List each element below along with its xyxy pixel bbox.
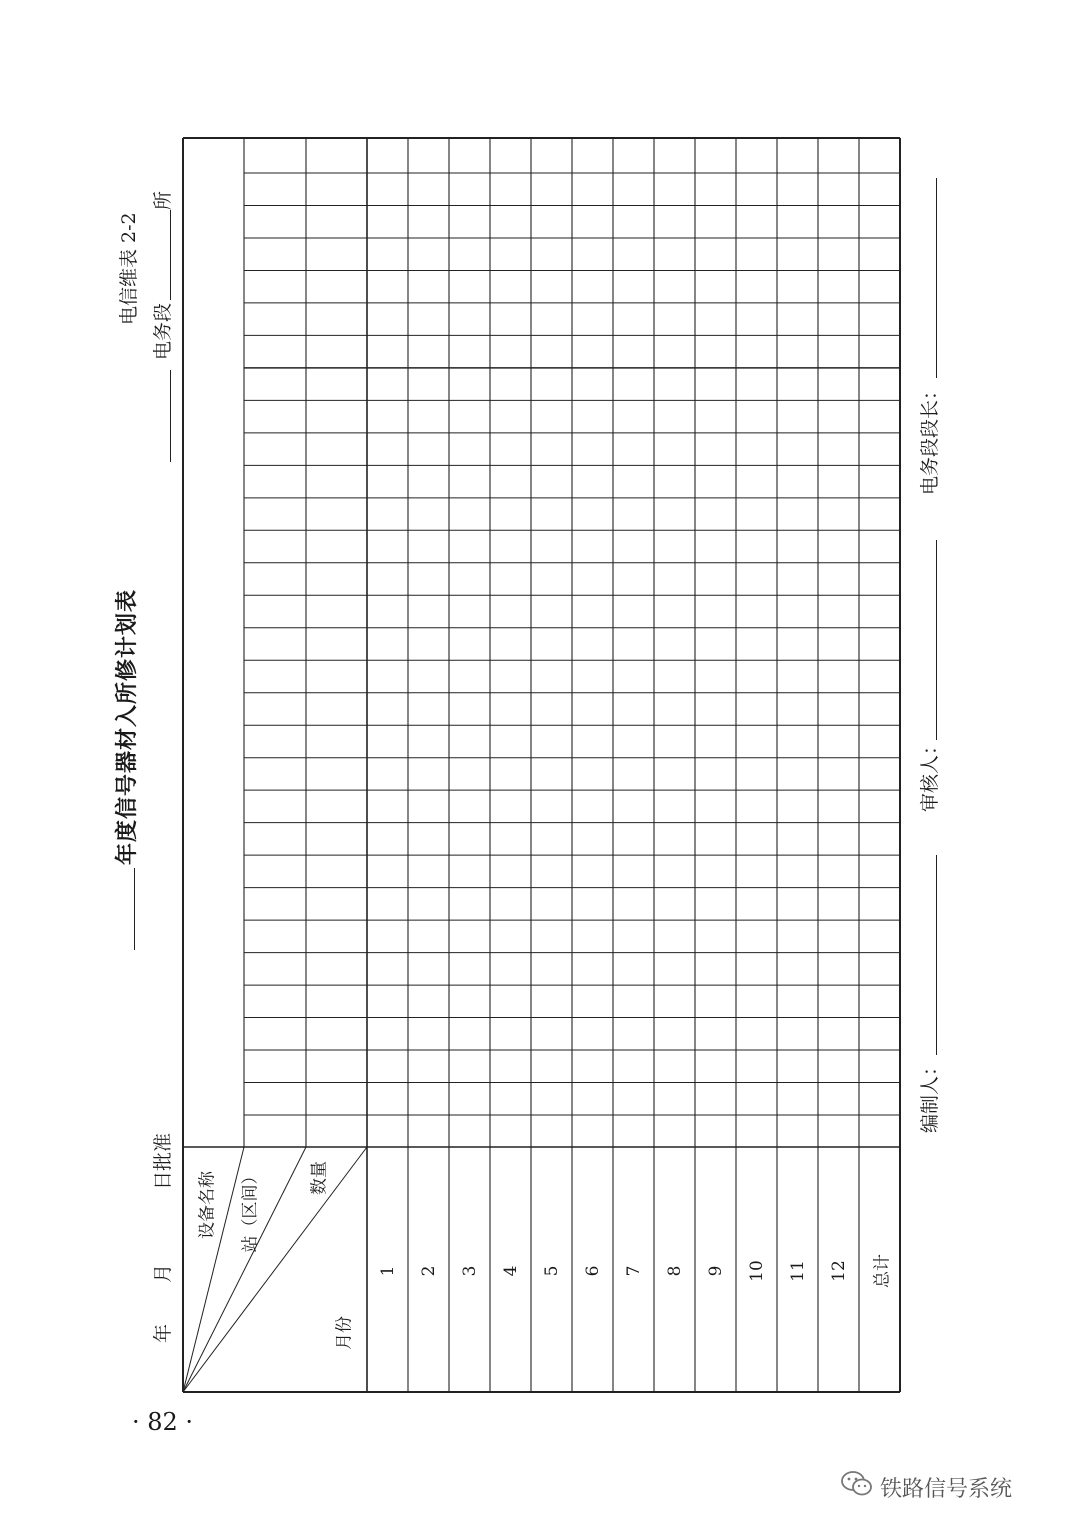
row-label-month: 2	[419, 1265, 439, 1277]
row-label-month: 9	[706, 1265, 726, 1277]
row-label-month: 12	[829, 1260, 849, 1282]
station-label: 所	[152, 190, 174, 210]
header-equipment-name: 设备名称	[197, 1171, 218, 1239]
row-label-total: 总计	[872, 1254, 893, 1288]
chief-label: 电务段段长：	[919, 380, 941, 495]
row-label-month: 10	[747, 1260, 767, 1282]
approval-year: 年	[152, 1323, 174, 1343]
row-label-month: 8	[665, 1265, 685, 1277]
row-label-month: 7	[624, 1265, 644, 1277]
page-title: 年度信号器材入所修计划表	[115, 588, 140, 865]
row-label-month: 5	[542, 1265, 562, 1277]
wechat-icon	[840, 1470, 874, 1504]
bureau-label: 电务段	[152, 302, 174, 360]
row-label-month: 11	[788, 1260, 808, 1282]
row-label-month: 6	[583, 1265, 603, 1277]
reviewer-blank-line	[936, 540, 937, 740]
chief-blank-line	[936, 178, 937, 378]
header-station-section: 站（区间）	[240, 1167, 261, 1253]
table-grid-lines	[183, 138, 900, 1392]
approval-month: 月	[152, 1263, 174, 1283]
row-label-month: 4	[501, 1265, 521, 1277]
header-quantity: 数量	[309, 1161, 330, 1195]
page-number: · 82 ·	[132, 1408, 194, 1436]
header-month: 月份	[334, 1316, 355, 1350]
reviewer-label: 审核人：	[919, 735, 941, 812]
approval-day: 日批准	[152, 1132, 174, 1190]
form-code: 电信维表 2-2	[118, 212, 140, 325]
watermark-text: 铁路信号系统	[880, 1476, 1013, 1502]
row-label-month: 3	[460, 1265, 480, 1277]
row-label-month: 1	[378, 1265, 398, 1277]
compiler-label: 编制人：	[919, 1056, 941, 1133]
watermark	[840, 1470, 1012, 1504]
compiler-blank-line	[936, 855, 937, 1055]
